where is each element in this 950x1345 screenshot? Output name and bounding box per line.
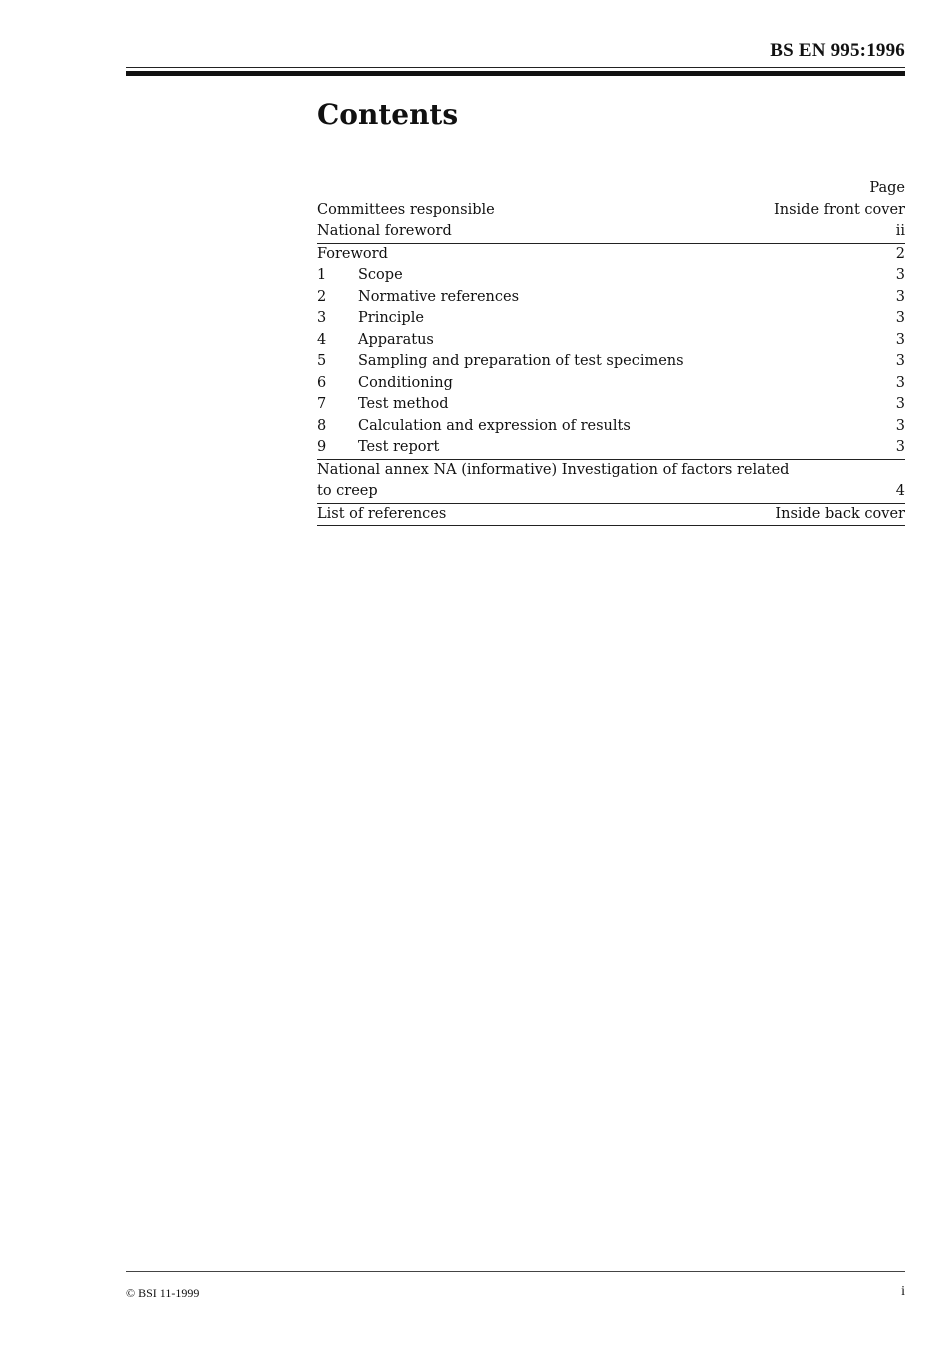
table-of-contents bbox=[317, 178, 905, 526]
toc-entry-clause-5[interactable] bbox=[317, 351, 905, 373]
toc-entry-title: National foreword bbox=[317, 223, 452, 239]
toc-entry-page: 3 bbox=[895, 396, 905, 412]
header-rule-thick bbox=[126, 71, 905, 76]
toc-entry-clause-2[interactable] bbox=[317, 287, 905, 309]
toc-entry-clause-9[interactable] bbox=[317, 437, 905, 460]
clause-number: 6 bbox=[317, 374, 327, 391]
toc-entry-page: 3 bbox=[895, 267, 905, 283]
clause-number: 9 bbox=[317, 439, 327, 455]
toc-entry-foreword[interactable] bbox=[317, 244, 905, 266]
toc-entry-page: ii bbox=[895, 223, 905, 239]
toc-entry-page: 3 bbox=[895, 374, 905, 391]
toc-entry-page: 3 bbox=[895, 331, 905, 348]
toc-entry-national-annex[interactable] bbox=[317, 460, 905, 504]
clause-number: 2 bbox=[317, 288, 327, 305]
toc-entry-clause-6[interactable] bbox=[317, 373, 905, 395]
toc-entry-title: Foreword bbox=[317, 245, 388, 262]
footer-rule bbox=[126, 1271, 905, 1272]
clause-number: 5 bbox=[317, 353, 327, 369]
page-title: Contents bbox=[317, 98, 459, 131]
toc-entry-page: 3 bbox=[895, 288, 905, 305]
toc-entry-clause-3[interactable] bbox=[317, 308, 905, 330]
toc-entry-page: Inside front cover bbox=[774, 201, 905, 218]
toc-entry-clause-1[interactable] bbox=[317, 265, 905, 287]
clause-number: 1 bbox=[317, 267, 327, 283]
toc-entry-title: Calculation and expression of results bbox=[358, 417, 631, 434]
header-rule-thin bbox=[126, 67, 905, 68]
toc-entry-page: 3 bbox=[895, 439, 905, 455]
toc-entry-title: National annex NA (informative) Investigation of factors related to creep bbox=[317, 461, 790, 499]
toc-entry-title: Test report bbox=[358, 439, 440, 455]
toc-entry-title: List of references bbox=[317, 505, 447, 522]
toc-entry-committees[interactable] bbox=[317, 200, 905, 222]
toc-entry-title: Conditioning bbox=[358, 374, 453, 391]
toc-entry-title: Scope bbox=[358, 267, 403, 283]
toc-entry-title: Principle bbox=[358, 310, 424, 326]
footer-page-number: i bbox=[901, 1284, 905, 1299]
toc-entry-page: 3 bbox=[895, 417, 905, 434]
page-column-label: Page bbox=[869, 180, 905, 196]
footer-copyright: © BSI 11-1999 bbox=[126, 1286, 200, 1300]
clause-number: 3 bbox=[317, 310, 327, 326]
toc-entry-page: 3 bbox=[895, 310, 905, 326]
toc-entry-page: Inside back cover bbox=[775, 505, 905, 522]
toc-entry-list-of-references[interactable] bbox=[317, 504, 905, 527]
clause-number: 4 bbox=[317, 331, 327, 348]
toc-entry-page: 4 bbox=[895, 483, 905, 499]
toc-entry-title: Normative references bbox=[358, 288, 520, 305]
toc-entry-title: Test method bbox=[358, 396, 449, 412]
toc-entry-clause-4[interactable] bbox=[317, 330, 905, 352]
toc-entry-national-foreword[interactable] bbox=[317, 221, 905, 244]
clause-number: 7 bbox=[317, 396, 327, 412]
toc-entry-title: Sampling and preparation of test specimens bbox=[358, 353, 684, 369]
toc-entry-clause-7[interactable] bbox=[317, 394, 905, 416]
toc-entry-title: Committees responsible bbox=[317, 201, 495, 218]
toc-entry-title: Apparatus bbox=[358, 331, 434, 348]
clause-number: 8 bbox=[317, 417, 327, 434]
toc-entry-clause-8[interactable] bbox=[317, 416, 905, 438]
toc-entry-page: 2 bbox=[895, 245, 905, 262]
toc-entry-page: 3 bbox=[895, 353, 905, 369]
document-number: BS EN 995:1996 bbox=[770, 40, 905, 61]
